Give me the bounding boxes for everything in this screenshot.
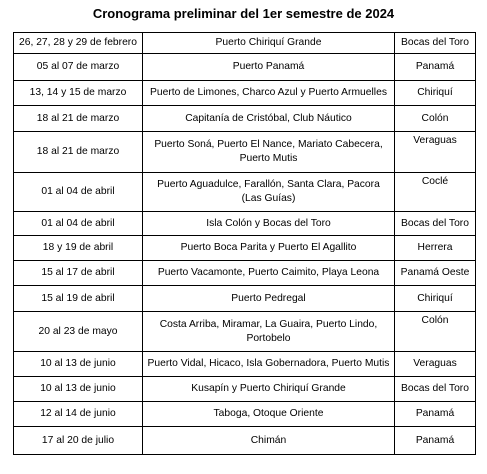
place-cell: Taboga, Otoque Oriente — [143, 402, 395, 427]
table-row — [14, 81, 476, 106]
place-cell: Chimán — [143, 427, 395, 455]
date-cell: 17 al 20 de julio — [14, 427, 143, 455]
place-cell: Puerto Pedregal — [143, 286, 395, 312]
place-cell: Puerto Chiriquí Grande — [143, 33, 395, 54]
region-cell: Chiriquí — [395, 81, 476, 106]
date-cell: 18 al 21 de marzo — [14, 106, 143, 132]
region-cell: Bocas del Toro — [395, 377, 476, 402]
region-cell: Veraguas — [395, 352, 476, 377]
table-row — [14, 106, 476, 132]
date-cell: 15 al 17 de abril — [14, 261, 143, 286]
table-row — [14, 173, 476, 212]
place-cell: Puerto Panamá — [143, 54, 395, 81]
table-row — [14, 377, 476, 402]
region-cell: Panamá — [395, 54, 476, 81]
date-cell: 26, 27, 28 y 29 de febrero — [14, 33, 143, 54]
region-cell: Panamá — [395, 402, 476, 427]
date-cell: 15 al 19 de abril — [14, 286, 143, 312]
region-cell: Panamá — [395, 427, 476, 455]
table-row — [14, 33, 476, 54]
date-cell: 20 al 23 de mayo — [14, 312, 143, 352]
date-cell: 10 al 13 de junio — [14, 352, 143, 377]
date-cell: 10 al 13 de junio — [14, 377, 143, 402]
table-row — [14, 236, 476, 261]
document-title: Cronograma preliminar del 1er semestre de 2024 — [92, 6, 395, 21]
table-row — [14, 54, 476, 81]
table-row — [14, 261, 476, 286]
place-cell: Kusapín y Puerto Chiriquí Grande — [143, 377, 395, 402]
region-cell: Chiriquí — [395, 286, 476, 312]
region-cell: Coclé — [395, 173, 476, 212]
date-cell: 12 al 14 de junio — [14, 402, 143, 427]
place-cell: Costa Arriba, Miramar, La Guaira, Puerto Lindo, Portobelo — [143, 312, 395, 352]
place-cell: Puerto Aguadulce, Farallón, Santa Clara, Pacora (Las Guías) — [143, 173, 395, 212]
date-cell: 01 al 04 de abril — [14, 173, 143, 212]
table-row — [14, 427, 476, 455]
schedule-table — [13, 32, 476, 455]
date-cell: 18 y 19 de abril — [14, 236, 143, 261]
date-cell: 01 al 04 de abril — [14, 212, 143, 236]
place-cell: Puerto de Limones, Charco Azul y Puerto Armuelles — [143, 81, 395, 106]
date-cell: 18 al 21 de marzo — [14, 132, 143, 173]
table-row — [14, 402, 476, 427]
place-cell: Puerto Vidal, Hicaco, Isla Gobernadora, Puerto Mutis — [143, 352, 395, 377]
table-row — [14, 132, 476, 173]
region-cell: Herrera — [395, 236, 476, 261]
table-row — [14, 312, 476, 352]
date-cell: 13, 14 y 15 de marzo — [14, 81, 143, 106]
place-cell: Puerto Vacamonte, Puerto Caimito, Playa Leona — [143, 261, 395, 286]
region-cell: Colón — [395, 106, 476, 132]
region-cell: Colón — [395, 312, 476, 352]
region-cell: Bocas del Toro — [395, 212, 476, 236]
region-cell: Bocas del Toro — [395, 33, 476, 54]
table-row — [14, 352, 476, 377]
table-row — [14, 286, 476, 312]
place-cell: Puerto Boca Parita y Puerto El Agallito — [143, 236, 395, 261]
table-row — [14, 212, 476, 236]
region-cell: Panamá Oeste — [395, 261, 476, 286]
place-cell: Capitanía de Cristóbal, Club Náutico — [143, 106, 395, 132]
place-cell: Puerto Soná, Puerto El Nance, Mariato Cabecera, Puerto Mutis — [143, 132, 395, 173]
region-cell: Veraguas — [395, 132, 476, 173]
place-cell: Isla Colón y Bocas del Toro — [143, 212, 395, 236]
date-cell: 05 al 07 de marzo — [14, 54, 143, 81]
